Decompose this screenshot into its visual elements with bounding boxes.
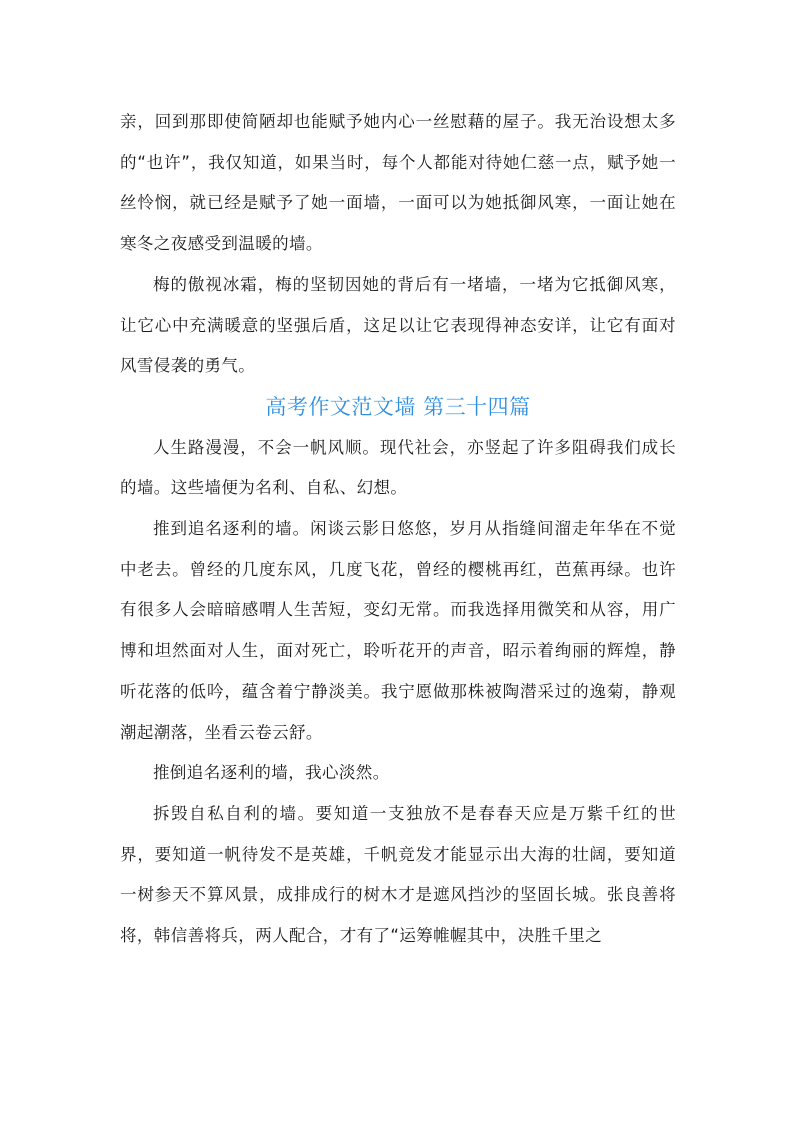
paragraph: 人生路漫漫，不会一帆风顺。现代社会，亦竖起了许多阻碍我们成长的墙。这些墙便为名利、自私、幻想。	[120, 437, 676, 498]
section-heading: 高考作文范文墙 第三十四篇	[265, 394, 531, 419]
paragraph: 拆毁自私自利的墙。要知道一支独放不是春春天应是万紫千红的世界，要知道一帆待发不是英雄，千帆竞发才能显示出大海的壮阔，要知道一树参天不算风景，成排成行的树木才是遮风挡沙的坚固长城。张良善将将，韩信善将兵，两人配合，才有了“运筹帷幄其中，决胜千里之	[120, 803, 676, 946]
paragraph: 推倒追名逐利的墙，我心淡然。	[153, 763, 390, 783]
paragraph: 推到追名逐利的墙。闲谈云影日悠悠，岁月从指缝间溜走年华在不觉中老去。曾经的几度东风，几度飞花，曾经的樱桃再红，芭蕉再绿。也许有很多人会暗暗感喟人生苦短，变幻无常。而我选择用微笑和从容，用广博和坦然面对人生，面对死亡，聆听花开的声音，昭示着绚丽的辉煌，静听花落的低吟，蕴含着宁静淡美。我宁愿做那株被陶潜采过的逸菊，静观潮起潮落，坐看云卷云舒。	[120, 519, 676, 742]
paragraph: 梅的傲视冰霜，梅的坚韧因她的背后有一堵墙，一堵为它抵御风寒，让它心中充满暖意的坚强后盾，这足以让它表现得神态安详，让它有面对风雪侵袭的勇气。	[120, 274, 676, 376]
paragraph-continuation: 亲，回到那即使简陋却也能赋予她内心一丝慰藉的屋子。我无治设想太多的“也许”，我仅知道，如果当时，每个人都能对待她仁慈一点，赋予她一丝怜悯，就已经是赋予了她一面墙，一面可以为她抵御风寒，一面让她在寒冬之夜感受到温暖的墙。	[120, 112, 676, 254]
document-body	[120, 102, 676, 957]
